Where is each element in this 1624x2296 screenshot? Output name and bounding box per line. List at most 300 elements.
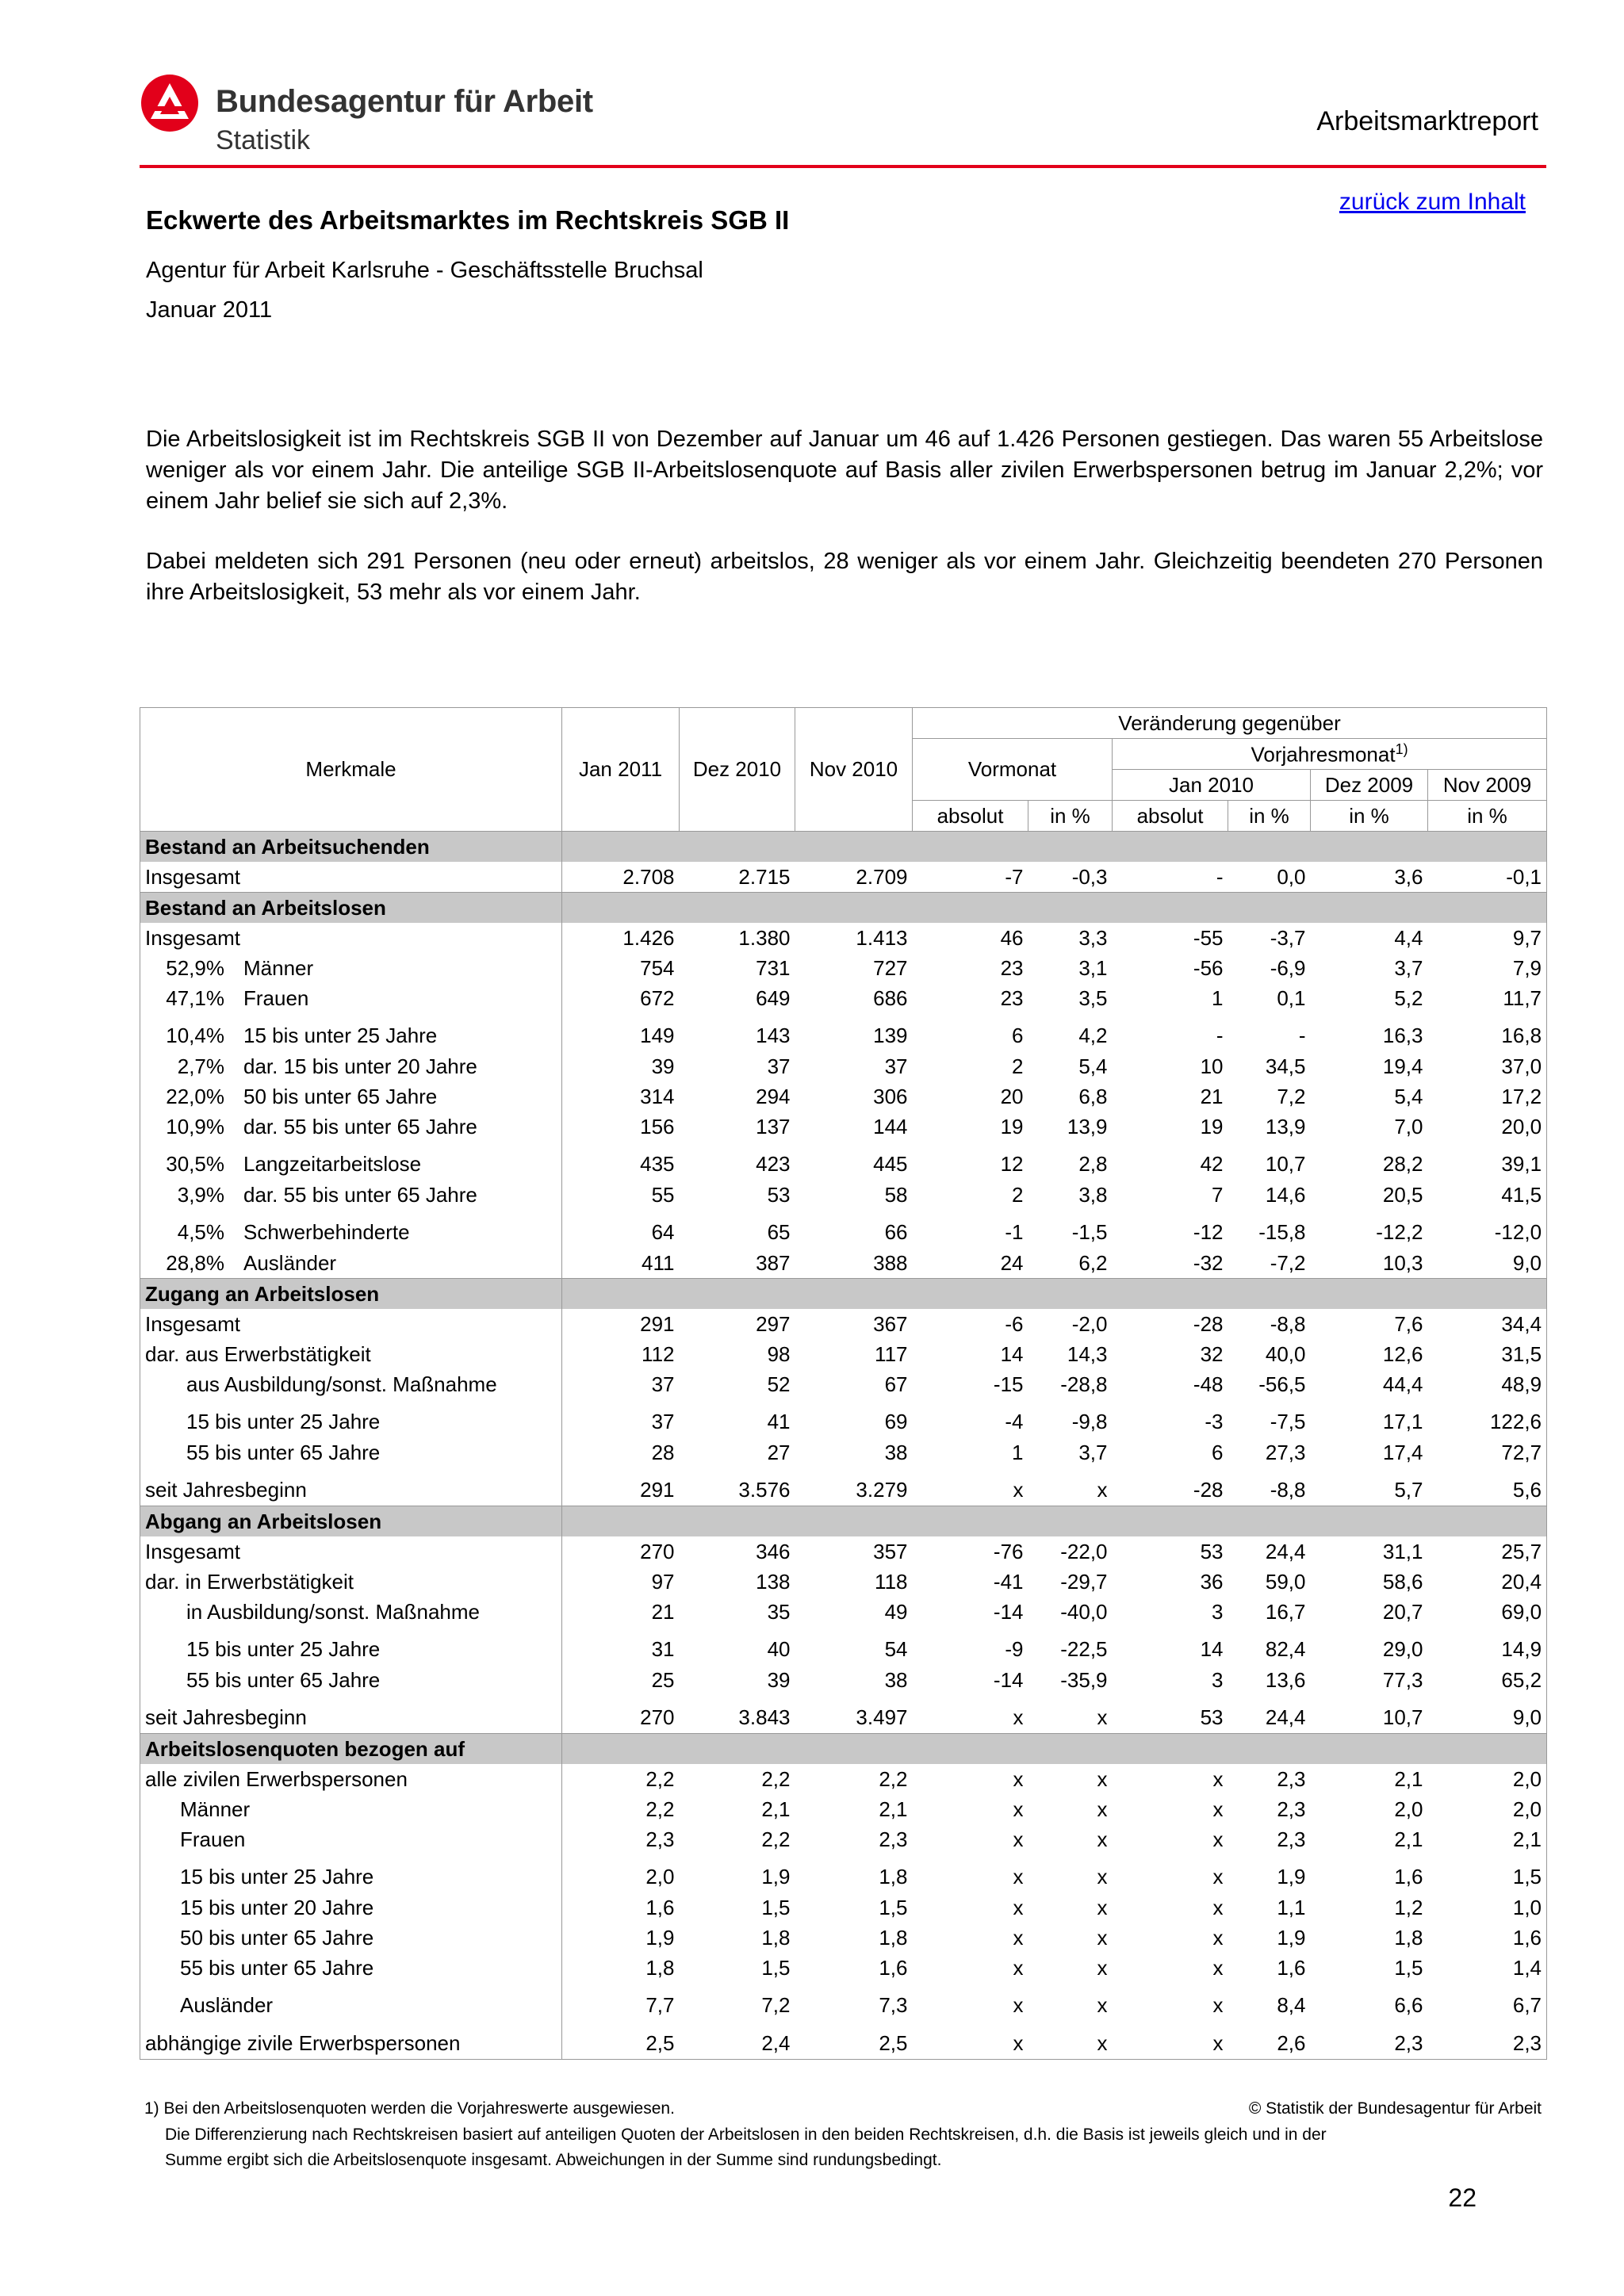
header-vormonat-absolut: absolut — [913, 801, 1028, 832]
value-cell: 14 — [1200, 1637, 1224, 1661]
value-cell: 291 — [640, 1311, 675, 1336]
value-cell: 28,2 — [1382, 1152, 1423, 1176]
header-vormonat: Vormonat — [913, 739, 1113, 801]
table-row — [140, 1892, 1547, 1923]
value-cell: 14,3 — [1067, 1341, 1108, 1366]
value-cell: 38 — [884, 1667, 908, 1692]
row-label: dar. 55 bis unter 65 Jahre — [243, 1182, 477, 1207]
value-cell: - — [1216, 864, 1224, 889]
value-cell: x — [1212, 1993, 1224, 2017]
row-label: Männer — [180, 1797, 251, 1821]
header-vorjahresmonat: Vorjahresmonat$^{1)}$ — [1113, 739, 1547, 770]
header-nov-2010: Nov 2010 — [795, 708, 913, 832]
value-cell: 32 — [1200, 1341, 1224, 1366]
value-cell: x — [1013, 1766, 1024, 1791]
value-cell: 67 — [884, 1372, 908, 1396]
row-label-cell — [140, 1627, 562, 1665]
value-cell: 6 — [1012, 1024, 1024, 1047]
value-cell: 2,3 — [1428, 2021, 1547, 2060]
value-cell: 4,4 — [1394, 925, 1423, 950]
row-label-cell — [140, 1180, 562, 1210]
value-cell: 35 — [767, 1599, 791, 1624]
value-cell: 306 — [873, 1084, 908, 1108]
row-label-cell — [140, 1695, 562, 1734]
section-title: Arbeitslosenquoten bezogen auf — [140, 1734, 562, 1765]
value-cell: 7,2 — [1277, 1084, 1306, 1108]
value-cell: x — [1212, 1895, 1224, 1919]
value-cell: 2,1 — [1394, 1766, 1423, 1791]
value-cell: 3,3 — [1078, 925, 1108, 950]
value-cell: 16,8 — [1428, 1013, 1547, 1051]
row-label: seit Jahresbeginn — [145, 1478, 307, 1502]
table-row — [140, 1210, 1547, 1248]
value-cell: -55 — [1193, 925, 1224, 950]
section-header-row — [140, 1506, 1547, 1537]
table-row — [140, 1081, 1547, 1112]
value-cell: 2,1 — [1394, 1827, 1423, 1851]
table-row — [140, 953, 1547, 983]
value-cell: -7,5 — [1270, 1410, 1306, 1433]
value-cell: 2,6 — [1228, 2021, 1311, 2060]
value-cell: 144 — [873, 1114, 908, 1138]
header-veraenderung: Veränderung gegenüber — [913, 708, 1547, 739]
value-cell: 25,7 — [1428, 1536, 1547, 1567]
value-cell: 10,7 — [1382, 1705, 1423, 1729]
org-subtitle: Statistik — [216, 125, 311, 155]
value-cell: 21 — [651, 1599, 675, 1624]
table-row — [140, 1597, 1547, 1627]
value-cell: 2,3 — [1277, 1766, 1306, 1791]
value-cell: 294 — [756, 1084, 791, 1108]
value-cell: x — [1097, 1993, 1108, 2017]
value-cell: 37 — [767, 1054, 791, 1078]
row-label: in Ausbildung/sonst. Maßnahme — [186, 1599, 480, 1624]
value-cell: -9,8 — [1071, 1410, 1108, 1433]
table-row — [140, 1339, 1547, 1369]
value-cell: 2,2 — [645, 1766, 675, 1791]
row-label: Insgesamt — [145, 1539, 240, 1563]
value-cell: 435 — [640, 1152, 675, 1176]
table-row — [140, 1142, 1547, 1180]
value-cell: 28 — [651, 1440, 675, 1464]
row-label-cell — [140, 1309, 562, 1339]
section-title: Bestand an Arbeitslosen — [140, 893, 562, 924]
value-cell: -76 — [993, 1539, 1024, 1563]
value-cell: 2 — [1012, 1182, 1024, 1207]
value-cell: -0,3 — [1071, 864, 1108, 889]
row-label-cell — [140, 1983, 562, 2021]
row-label: 50 bis unter 65 Jahre — [243, 1084, 438, 1108]
row-label: Ausländer — [243, 1250, 337, 1275]
value-cell: 53 — [767, 1182, 791, 1207]
value-cell: -0,1 — [1428, 862, 1547, 893]
value-cell: 1,8 — [1394, 1925, 1423, 1950]
value-cell: 1,9 — [761, 1865, 791, 1888]
value-cell: 39 — [651, 1054, 675, 1078]
value-cell: 2,3 — [1277, 1797, 1306, 1821]
value-cell: 21 — [1200, 1084, 1224, 1108]
value-cell: 24,4 — [1265, 1705, 1306, 1729]
value-cell: 9,7 — [1428, 923, 1547, 953]
footnote-marker: 1) — [1395, 740, 1408, 757]
value-cell: x — [1013, 1705, 1024, 1729]
value-cell: -15,8 — [1258, 1220, 1306, 1244]
value-cell: 1.426 — [622, 925, 675, 950]
row-label-cell — [140, 1339, 562, 1369]
value-cell: 41,5 — [1428, 1180, 1547, 1210]
value-cell: 1,5 — [879, 1895, 908, 1919]
value-cell: 357 — [873, 1539, 908, 1563]
value-cell: x — [1212, 1955, 1224, 1980]
value-cell: 2,2 — [645, 1797, 675, 1821]
value-cell: 58 — [884, 1182, 908, 1207]
value-cell: 66 — [884, 1220, 908, 1244]
value-cell: 39,1 — [1428, 1142, 1547, 1180]
value-cell: -4 — [1005, 1410, 1024, 1433]
row-label: alle zivilen Erwerbspersonen — [145, 1766, 408, 1791]
row-label-cell — [140, 2021, 562, 2060]
value-cell: 34,5 — [1265, 1054, 1306, 1078]
table-row — [140, 1983, 1547, 2021]
value-cell: 40,0 — [1265, 1341, 1306, 1366]
share-percent: 30,5% — [166, 1152, 224, 1176]
table-row — [140, 1112, 1547, 1142]
value-cell: 59,0 — [1265, 1569, 1306, 1594]
value-cell: 27,3 — [1265, 1440, 1306, 1464]
value-cell: 77,3 — [1382, 1667, 1423, 1692]
table-row — [140, 1695, 1547, 1734]
value-cell: - — [1216, 1024, 1224, 1047]
value-cell: 16,3 — [1382, 1024, 1423, 1047]
row-label: abhängige zivile Erwerbspersonen — [145, 2031, 461, 2055]
row-label-cell — [140, 1369, 562, 1399]
value-cell: 7,9 — [1428, 953, 1547, 983]
value-cell: 19 — [1200, 1114, 1224, 1138]
table-body — [140, 832, 1547, 2060]
value-cell: -6,9 — [1270, 955, 1306, 980]
table-row — [140, 1051, 1547, 1081]
row-label-cell — [140, 1953, 562, 1983]
value-cell: x — [1097, 1925, 1108, 1950]
value-cell: 3 — [1212, 1599, 1224, 1624]
value-cell: 3,7 — [1394, 955, 1423, 980]
copyright-notice: © Statistik der Bundesagentur für Arbeit — [1248, 2099, 1542, 2118]
section-filler — [562, 1279, 1547, 1310]
header-dez-2010: Dez 2010 — [680, 708, 795, 832]
row-label-cell — [140, 923, 562, 953]
value-cell: 1,9 — [1277, 1865, 1306, 1888]
table-row — [140, 1369, 1547, 1399]
value-cell: 10,3 — [1382, 1250, 1423, 1275]
value-cell: 731 — [756, 955, 791, 980]
value-cell: 2,8 — [1078, 1152, 1108, 1176]
value-cell: 1.380 — [738, 925, 791, 950]
value-cell: 5,4 — [1394, 1084, 1423, 1108]
value-cell: x — [1212, 1865, 1224, 1888]
value-cell: 1,6 — [1277, 1955, 1306, 1980]
value-cell: x — [1097, 1478, 1108, 1502]
value-cell: 2.709 — [856, 864, 908, 889]
row-label-cell — [140, 862, 562, 893]
table-row — [140, 2021, 1547, 2060]
header-jan2010-pct: in % — [1228, 801, 1311, 832]
row-label-cell — [140, 1892, 562, 1923]
ba-triangle-logo-icon — [140, 73, 200, 133]
share-percent: 47,1% — [166, 985, 224, 1010]
value-cell: 14,9 — [1428, 1627, 1547, 1665]
value-cell: 5,4 — [1078, 1054, 1108, 1078]
value-cell: x — [1013, 1865, 1024, 1888]
value-cell: 19,4 — [1382, 1054, 1423, 1078]
table-row — [140, 1536, 1547, 1567]
value-cell: 6 — [1212, 1440, 1224, 1464]
value-cell: 0,1 — [1277, 985, 1306, 1010]
value-cell: 97 — [651, 1569, 675, 1594]
value-cell: x — [1013, 1797, 1024, 1821]
value-cell: x — [1212, 1766, 1224, 1791]
section-header-row — [140, 1279, 1547, 1310]
value-cell: 69 — [884, 1410, 908, 1433]
value-cell: 29,0 — [1382, 1637, 1423, 1661]
value-cell: 2.715 — [738, 864, 791, 889]
value-cell: 7,0 — [1394, 1114, 1423, 1138]
row-label-cell — [140, 1923, 562, 1953]
value-cell: 2,2 — [761, 1827, 791, 1851]
row-label-cell — [140, 1248, 562, 1279]
value-cell: x — [1113, 2021, 1228, 2060]
value-cell: 41 — [767, 1410, 791, 1433]
value-cell: 7,2 — [761, 1993, 791, 2017]
value-cell: 445 — [873, 1152, 908, 1176]
value-cell: -22,0 — [1060, 1539, 1108, 1563]
value-cell: x — [1013, 1955, 1024, 1980]
table-row — [140, 1180, 1547, 1210]
value-cell: 138 — [756, 1569, 791, 1594]
section-header-row — [140, 893, 1547, 924]
header-vormonat-pct: in % — [1028, 801, 1113, 832]
value-cell: 3.497 — [856, 1705, 908, 1729]
value-cell: x — [1097, 1865, 1108, 1888]
value-cell: 20 — [1000, 1084, 1024, 1108]
section-header-row — [140, 1734, 1547, 1765]
table-row — [140, 1013, 1547, 1051]
value-cell: x — [1097, 1766, 1108, 1791]
share-percent: 22,0% — [166, 1084, 224, 1108]
table-row — [140, 1923, 1547, 1953]
value-cell: -35,9 — [1060, 1667, 1108, 1692]
value-cell: 122,6 — [1428, 1399, 1547, 1437]
value-cell: 20,5 — [1382, 1182, 1423, 1207]
value-cell: 3,6 — [1394, 864, 1423, 889]
value-cell: x — [1013, 1895, 1024, 1919]
value-cell: -12,2 — [1376, 1220, 1423, 1244]
value-cell: 1 — [1012, 1440, 1024, 1464]
value-cell: -7 — [1005, 864, 1024, 889]
value-cell: 34,4 — [1428, 1309, 1547, 1339]
value-cell: 0,0 — [1277, 864, 1306, 889]
row-label-cell — [140, 1764, 562, 1794]
summary-paragraph-2: Dabei meldeten sich 291 Personen (neu oder erneut) arbeitslos, 28 weniger als vor einem Jahr. Gleichzeitig beendeten 270 Personen ihre Arbeitslosigkeit, 53 mehr als vor einem Jahr. — [146, 549, 1543, 605]
value-cell: x — [1013, 1993, 1024, 2017]
value-cell: 3,1 — [1078, 955, 1108, 980]
value-cell: x — [1097, 1827, 1108, 1851]
value-cell: 1,6 — [645, 1895, 675, 1919]
value-cell: 65 — [767, 1220, 791, 1244]
value-cell: 53 — [1200, 1539, 1224, 1563]
value-cell: -15 — [993, 1372, 1024, 1396]
value-cell: 9,0 — [1428, 1695, 1547, 1734]
header-jan-2011: Jan 2011 — [562, 708, 680, 832]
row-label: aus Ausbildung/sonst. Maßnahme — [186, 1372, 497, 1396]
value-cell: -41 — [993, 1569, 1024, 1594]
value-cell: 13,9 — [1067, 1114, 1108, 1138]
value-cell: 112 — [642, 1341, 675, 1366]
value-cell: 31 — [651, 1637, 675, 1661]
value-cell: -2,0 — [1071, 1311, 1108, 1336]
value-cell: 2,0 — [645, 1865, 675, 1888]
row-label-cell — [140, 1536, 562, 1567]
value-cell: 39 — [767, 1667, 791, 1692]
value-cell: 367 — [873, 1311, 908, 1336]
row-label: Langzeitarbeitslose — [243, 1152, 422, 1176]
value-cell: 727 — [873, 955, 908, 980]
header-jan-2010: Jan 2010 — [1113, 770, 1311, 801]
value-cell: 1,2 — [1394, 1895, 1423, 1919]
table-row — [140, 1248, 1547, 1279]
value-cell: 1,8 — [761, 1925, 791, 1950]
table-row — [140, 983, 1547, 1013]
value-cell: 20,0 — [1428, 1112, 1547, 1142]
value-cell: 2,3 — [645, 1827, 675, 1851]
value-cell: x — [1097, 1797, 1108, 1821]
value-cell: 37 — [651, 1372, 675, 1396]
value-cell: 14 — [1000, 1341, 1024, 1366]
value-cell: 82,4 — [1265, 1637, 1306, 1661]
share-percent: 10,4% — [166, 1024, 224, 1047]
value-cell: 270 — [640, 1705, 675, 1729]
row-label-cell — [140, 1854, 562, 1892]
value-cell: 2,1 — [761, 1797, 791, 1821]
value-cell: -1 — [1005, 1220, 1024, 1244]
value-cell: 1,9 — [1277, 1925, 1306, 1950]
value-cell: 37 — [651, 1410, 675, 1433]
row-label-cell — [140, 1824, 562, 1854]
section-filler — [562, 893, 1547, 924]
value-cell: 3,5 — [1078, 985, 1108, 1010]
table-row — [140, 1794, 1547, 1824]
row-label: Insgesamt — [145, 925, 240, 950]
value-cell: 1 — [1212, 985, 1224, 1010]
row-label-cell — [140, 1794, 562, 1824]
value-cell: 3,7 — [1078, 1440, 1108, 1464]
row-label-cell — [140, 1399, 562, 1437]
value-cell: 19 — [1000, 1114, 1024, 1138]
table-row — [140, 862, 1547, 893]
value-cell: x — [1212, 1797, 1224, 1821]
row-label-cell — [140, 1081, 562, 1112]
row-label-cell — [140, 1437, 562, 1468]
value-cell: 1,5 — [761, 1895, 791, 1919]
value-cell: 270 — [640, 1539, 675, 1563]
value-cell: 58,6 — [1382, 1569, 1423, 1594]
value-cell: 23 — [1000, 955, 1024, 980]
value-cell: 27 — [767, 1440, 791, 1464]
value-cell: -3 — [1205, 1410, 1224, 1433]
header-dez2009-pct: in % — [1311, 801, 1428, 832]
value-cell: 24 — [1000, 1250, 1024, 1275]
row-label: seit Jahresbeginn — [145, 1705, 307, 1729]
value-cell: 1,5 — [761, 1955, 791, 1980]
value-cell: 49 — [884, 1599, 908, 1624]
value-cell: 3.576 — [738, 1478, 791, 1502]
value-cell: 314 — [640, 1084, 675, 1108]
header-jan2010-absolut: absolut — [1113, 801, 1228, 832]
section-title: Abgang an Arbeitslosen — [140, 1506, 562, 1537]
row-label: Schwerbehinderte — [243, 1220, 410, 1244]
table-row — [140, 1468, 1547, 1506]
value-cell: 17,4 — [1382, 1440, 1423, 1464]
share-percent: 4,5% — [177, 1220, 224, 1244]
value-cell: 37 — [884, 1054, 908, 1078]
value-cell: x — [1028, 2021, 1113, 2060]
table-row — [140, 1399, 1547, 1437]
value-cell: 672 — [640, 985, 675, 1010]
section-filler — [562, 1506, 1547, 1537]
value-cell: 388 — [873, 1250, 908, 1275]
value-cell: 8,4 — [1277, 1993, 1306, 2017]
row-label: Insgesamt — [145, 1311, 240, 1336]
value-cell: -28 — [1193, 1311, 1224, 1336]
value-cell: 5,2 — [1394, 985, 1423, 1010]
value-cell: 1,6 — [1428, 1923, 1547, 1953]
value-cell: 36 — [1200, 1569, 1224, 1594]
value-cell: 2,5 — [795, 2021, 913, 2060]
value-cell: 2.708 — [622, 864, 675, 889]
value-cell: -56 — [1193, 955, 1224, 980]
value-cell: 20,7 — [1382, 1599, 1423, 1624]
table-row — [140, 923, 1547, 953]
value-cell: x — [1013, 1827, 1024, 1851]
value-cell: 13,6 — [1265, 1667, 1306, 1692]
page-number: 22 — [1448, 2183, 1477, 2212]
value-cell: 1,4 — [1428, 1953, 1547, 1983]
value-cell: -6 — [1005, 1311, 1024, 1336]
footnote-3: Summe ergibt sich die Arbeitslosenquote insgesamt. Abweichungen in der Summe sind rundungsbedingt. — [165, 2151, 942, 2169]
header-nov-2009: Nov 2009 — [1428, 770, 1547, 801]
value-cell: -56,5 — [1258, 1372, 1306, 1396]
share-percent: 2,7% — [177, 1054, 224, 1078]
value-cell: 38 — [884, 1440, 908, 1464]
value-cell: 6,2 — [1078, 1250, 1108, 1275]
value-cell: 2,3 — [879, 1827, 908, 1851]
share-percent: 52,9% — [166, 955, 224, 980]
value-cell: 17,2 — [1428, 1081, 1547, 1112]
value-cell: 2,0 — [1428, 1794, 1547, 1824]
value-cell: 1,5 — [1394, 1955, 1423, 1980]
value-cell: 52 — [767, 1372, 791, 1396]
value-cell: 10 — [1200, 1054, 1224, 1078]
table-row — [140, 1627, 1547, 1665]
table-row — [140, 1437, 1547, 1468]
back-to-contents-link[interactable]: zurück zum Inhalt — [1339, 189, 1526, 215]
share-percent: 28,8% — [166, 1250, 224, 1275]
row-label: Ausländer — [180, 1993, 274, 2017]
value-cell: -40,0 — [1060, 1599, 1108, 1624]
value-cell: 7,7 — [645, 1993, 675, 2017]
value-cell: 3 — [1212, 1667, 1224, 1692]
row-label: 15 bis unter 20 Jahre — [180, 1895, 374, 1919]
row-label-cell — [140, 1468, 562, 1506]
